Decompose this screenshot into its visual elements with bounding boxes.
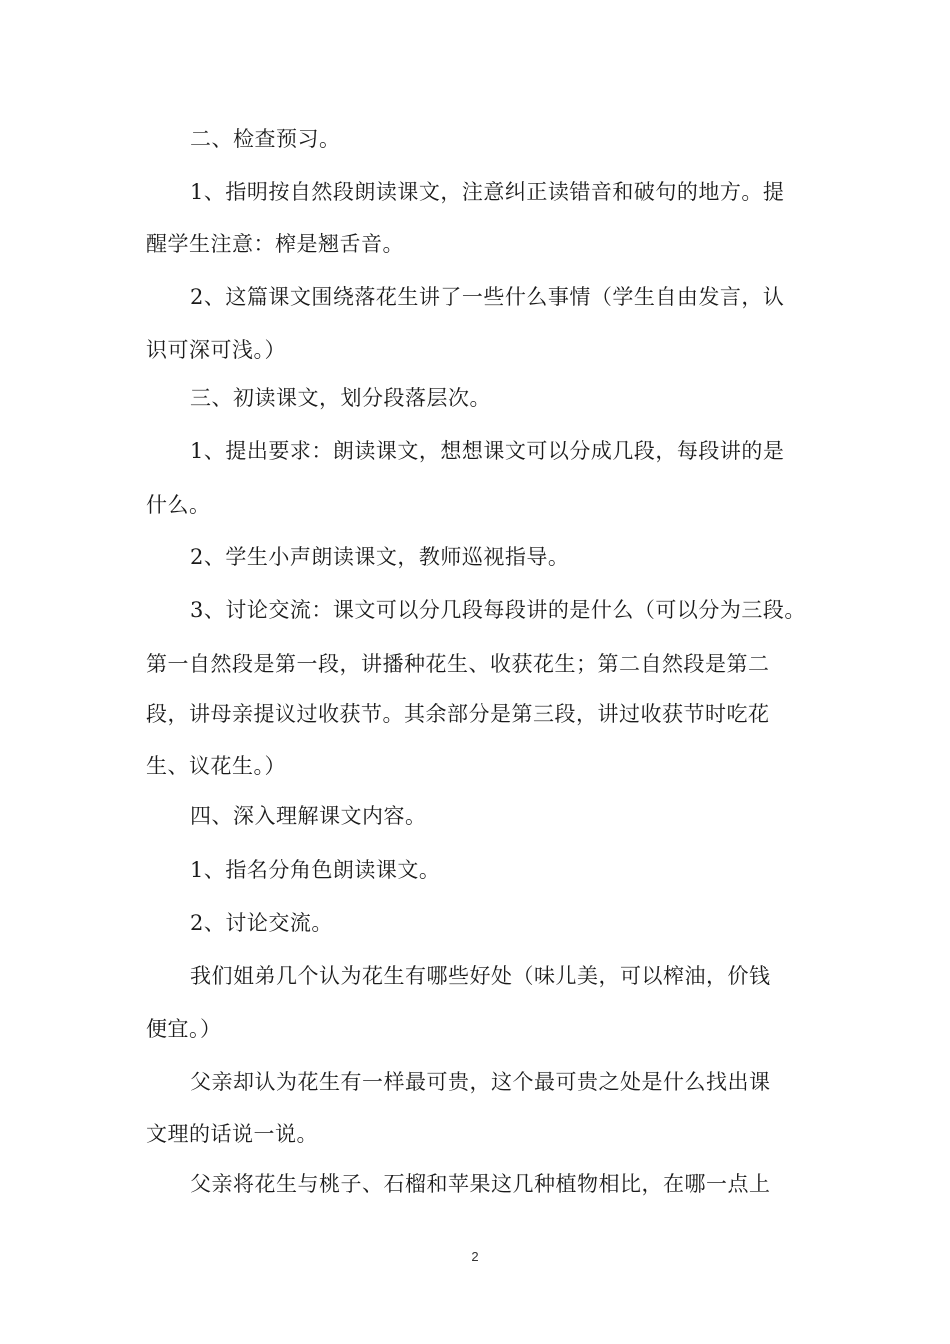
text-line: 段，讲母亲提议过收获节。其余部分是第三段，讲过收获节时吃花 <box>146 702 770 726</box>
text-line: 2、学生小声朗读课文，教师巡视指导。 <box>190 545 570 569</box>
text-line: 三、初读课文，划分段落层次。 <box>190 386 491 410</box>
text-line: 1、指名分角色朗读课文。 <box>190 858 441 882</box>
text-line: 文理的话说一说。 <box>146 1122 318 1146</box>
text-line: 便宜。） <box>146 1017 222 1041</box>
text-line: 二、检查预习。 <box>190 127 341 151</box>
text-line: 父亲却认为花生有一样最可贵，这个最可贵之处是什么找出课 <box>190 1070 771 1094</box>
text-line: 第一自然段是第一段，讲播种花生、收获花生；第二自然段是第二 <box>146 652 770 676</box>
text-line: 父亲将花生与桃子、石榴和苹果这几种植物相比，在哪一点上 <box>190 1172 771 1196</box>
text-line: 醒学生注意：榨是翘舌音。 <box>146 232 404 256</box>
text-line: 什么。 <box>146 493 211 517</box>
text-line: 2、这篇课文围绕落花生讲了一些什么事情（学生自由发言，认 <box>190 285 785 309</box>
text-line: 1、指明按自然段朗读课文，注意纠正读错音和破句的地方。提 <box>190 180 785 204</box>
text-line: 我们姐弟几个认为花生有哪些好处（味儿美，可以榨油，价钱 <box>190 964 771 988</box>
text-line: 3、讨论交流：课文可以分几段每段讲的是什么（可以分为三段。 <box>190 598 806 622</box>
page-number: 2 <box>471 1249 479 1264</box>
text-line: 识可深可浅。） <box>146 338 286 362</box>
text-line: 生、议花生。） <box>146 754 286 778</box>
text-line: 2、讨论交流。 <box>190 911 333 935</box>
text-line: 1、提出要求：朗读课文，想想课文可以分成几段，每段讲的是 <box>190 439 785 463</box>
text-line: 四、深入理解课文内容。 <box>190 804 427 828</box>
